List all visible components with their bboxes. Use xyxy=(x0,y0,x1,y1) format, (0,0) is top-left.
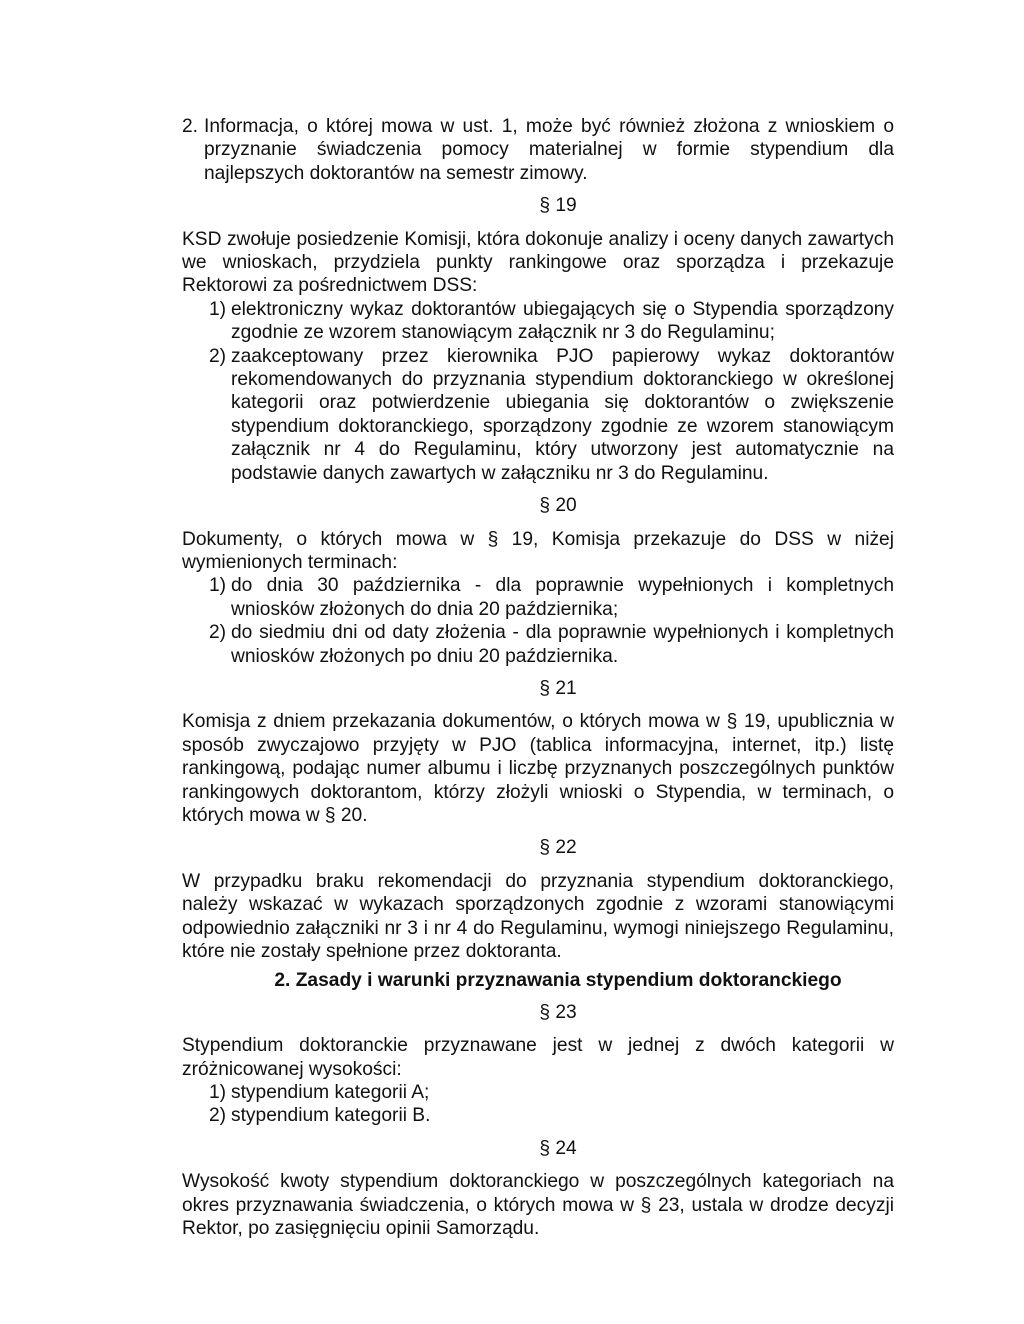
section-22-text: W przypadku braku rekomendacji do przyznania stypendium doktoranckiego, należy wskazać w wykazach sporządzonych zgodnie z wzorami stanowiącymi odpowiednio załączniki nr 3 i nr 4 do Regulaminu, wymogi niniejszego Regulaminu, które nie zostały spełnione przez doktoranta. xyxy=(182,870,894,962)
list-item-number: 1) xyxy=(208,1082,226,1104)
section-heading-20: § 20 xyxy=(539,495,577,517)
list-item-text: elektroniczny wykaz doktorantów ubiegających się o Stypendia sporządzony zgodnie ze wzorem stanowiącym załącznik nr 3 do Regulaminu; xyxy=(231,298,894,344)
list-item-number: 2) xyxy=(208,345,226,367)
list-item xyxy=(182,298,894,345)
point-2 xyxy=(182,115,894,185)
point-number: 2. xyxy=(182,116,199,137)
list-item-text: do siedmiu dni od daty złożenia - dla poprawnie wypełnionych i kompletnych wniosków złożonych po dniu 20 października. xyxy=(231,622,894,667)
list-item xyxy=(182,574,894,621)
point-text: Informacja, o której mowa w ust. 1, może być również złożona z wnioskiem o przyznanie świadczenia pomocy materialnej w formie stypendium dla najlepszych doktorantów na semestr zimowy. xyxy=(204,116,894,184)
chapter-heading: 2. Zasady i warunki przyznawania stypendium doktoranckiego xyxy=(274,970,842,992)
list-item xyxy=(182,1081,894,1104)
section-23-intro: Stypendium doktoranckie przyznawane jest w jednej z dwóch kategorii w zróżnicowanej wysokości: xyxy=(182,1035,894,1080)
section-21-text: Komisja z dniem przekazania dokumentów, o których mowa w § 19, upublicznia w sposób zwyczajowo przyjęty w PJO (tablica informacyjna, internet, itp.) listę rankingową, podając numer albumu i liczbę przyznanych poszczególnych punktów rankingowych doktorantom, którzy złożyli wnioski o Stypendia, w terminach, o których mowa w § 20. xyxy=(182,711,894,826)
list-item-number: 1) xyxy=(208,575,226,597)
section-heading-22: § 22 xyxy=(539,837,577,859)
section-heading-23: § 23 xyxy=(539,1001,577,1023)
list-item-text: do dnia 30 października - dla poprawnie wypełnionych i kompletnych wniosków złożonych do dnia 20 października; xyxy=(231,575,894,620)
list-item-number: 2) xyxy=(208,1105,226,1127)
section-heading-24: § 24 xyxy=(539,1137,577,1159)
list-item-text: stypendium kategorii B. xyxy=(231,1105,431,1127)
document-page xyxy=(182,115,894,1240)
list-item-text: zaakceptowany przez kierownika PJO papierowy wykaz doktorantów rekomendowanych do przyznania stypendium doktoranckiego w określonej kategorii oraz potwierdzenie ubiegania się doktorantów o zwiększenie stypendium doktoranckiego, sporządzony zgodnie ze wzorem stanowiącym załącznik nr 4 do Regulaminu, który utworzony jest automatycznie na podstawie danych zawartych w załączniku nr 3 do Regulaminu. xyxy=(231,345,894,484)
list-item-text: stypendium kategorii A; xyxy=(231,1082,430,1104)
section-heading-19: § 19 xyxy=(539,195,577,217)
list-item xyxy=(182,621,894,668)
section-heading-21: § 21 xyxy=(539,677,577,699)
list-item-number: 1) xyxy=(208,298,226,320)
list-item-number: 2) xyxy=(208,622,226,644)
list-item xyxy=(182,345,894,485)
section-24-text: Wysokość kwoty stypendium doktoranckiego w poszczególnych kategoriach na okres przyznawania świadczenia, o których mowa w § 23, ustala w drodze decyzji Rektor, po zasięgnięciu opinii Samorządu. xyxy=(182,1171,894,1240)
list-item xyxy=(182,1104,894,1127)
section-19-intro: KSD zwołuje posiedzenie Komisji, która dokonuje analizy i oceny danych zawartych we wnioskach, przydziela punkty rankingowe oraz sporządza i przekazuje Rektorowi za pośrednictwem DSS: xyxy=(182,228,894,297)
section-20-intro: Dokumenty, o których mowa w § 19, Komisja przekazuje do DSS w niżej wymienionych terminach: xyxy=(182,528,894,573)
